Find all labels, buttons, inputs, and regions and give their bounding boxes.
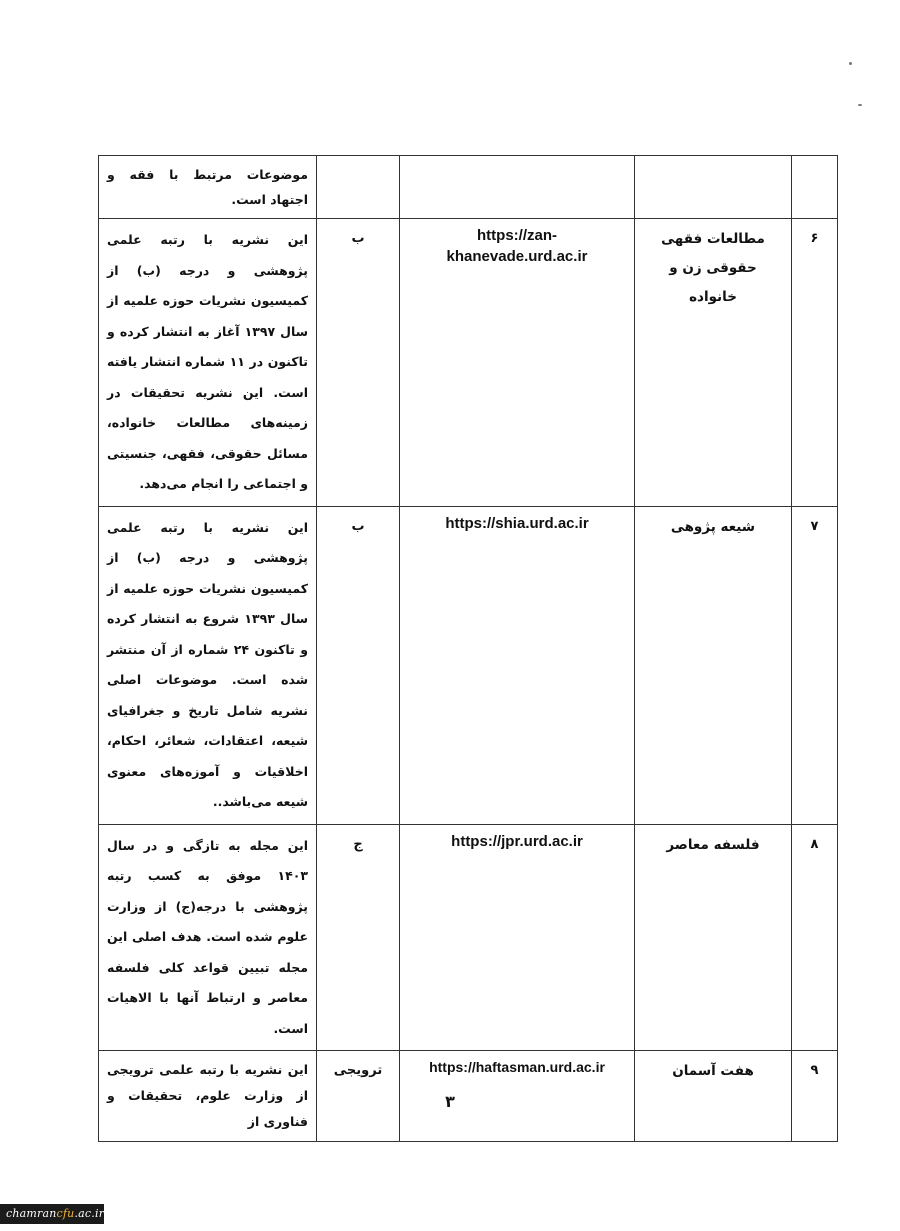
journal-name xyxy=(635,156,792,219)
site-logo xyxy=(0,1204,104,1224)
journal-grade: ترویجی xyxy=(317,1051,400,1142)
journal-description: این نشریه با رتبه علمی پژوهشی و درجه (ب) از کمیسیون نشریات حوزه علمیه از سال ۱۳۹۷ آغاز به انتشار کرده و تاکنون در ۱۱ شماره انتشار یافته است. این نشریه تحقیقات در زمینه‌های مطالعات خانواده، مسائل حقوقی، فقهی، جنسیتی و اجتماعی را انجام می‌دهد. xyxy=(99,219,317,507)
table-row xyxy=(99,506,838,824)
journal-grade: ب xyxy=(317,506,400,824)
journal-grade: ج xyxy=(317,824,400,1051)
journal-url: https://jpr.urd.ac.ir xyxy=(400,824,635,1051)
logo-suffix-text: .ac.ir xyxy=(74,1207,105,1220)
journal-url: https://haftasman.urd.ac.ir xyxy=(400,1051,635,1142)
journal-grade: ب xyxy=(317,219,400,507)
journal-description: این نشریه با رتبه علمی ترویجی از وزارت علوم، تحقیقات و فناوری از xyxy=(99,1051,317,1142)
journal-url xyxy=(400,156,635,219)
page-number: ۳ xyxy=(445,1092,455,1111)
journal-description: این مجله به تازگی و در سال ۱۴۰۳ موفق به کسب رتبه پژوهشی با درجه(ج) از وزارت علوم شده است. هدف اصلی این مجله تبیین قواعد کلی فلسفه معاصر و ارتباط آنها با الاهیات است. xyxy=(99,824,317,1051)
table-row xyxy=(99,219,838,507)
row-number: ۹ xyxy=(792,1051,838,1142)
journal-name: فلسفه معاصر xyxy=(635,824,792,1051)
row-number xyxy=(792,156,838,219)
row-number: ۷ xyxy=(792,506,838,824)
journal-url: https://shia.urd.ac.ir xyxy=(400,506,635,824)
journal-name: شیعه پژوهی xyxy=(635,506,792,824)
logo-text: chamran xyxy=(6,1207,57,1220)
scan-speck xyxy=(849,62,852,65)
journal-url: https://zan-khanevade.urd.ac.ir xyxy=(400,219,635,507)
logo-accent-text: cfu xyxy=(56,1207,75,1220)
journal-name: مطالعات فقهی حقوقی زن و خانواده xyxy=(635,219,792,507)
journal-description: موضوعات مرتبط با فقه و اجتهاد است. xyxy=(99,156,317,219)
journals-table xyxy=(98,155,838,1142)
scan-speck xyxy=(858,104,862,106)
journal-name: هفت آسمان xyxy=(635,1051,792,1142)
journal-description: این نشریه با رتبه علمی پژوهشی و درجه (ب) از کمیسیون نشریات حوزه علمیه از سال ۱۳۹۳ شروع به انتشار کرده و تاکنون ۲۴ شماره از آن منتشر شده است. موضوعات اصلی نشریه شامل تاریخ و جغرافیای شیعه، اعتقادات، شعائر، احکام، اخلاقیات و آموزه‌های معنوی شیعه می‌باشد.. xyxy=(99,506,317,824)
row-number: ۶ xyxy=(792,219,838,507)
table-row xyxy=(99,156,838,219)
table-row xyxy=(99,824,838,1051)
journal-grade xyxy=(317,156,400,219)
row-number: ۸ xyxy=(792,824,838,1051)
